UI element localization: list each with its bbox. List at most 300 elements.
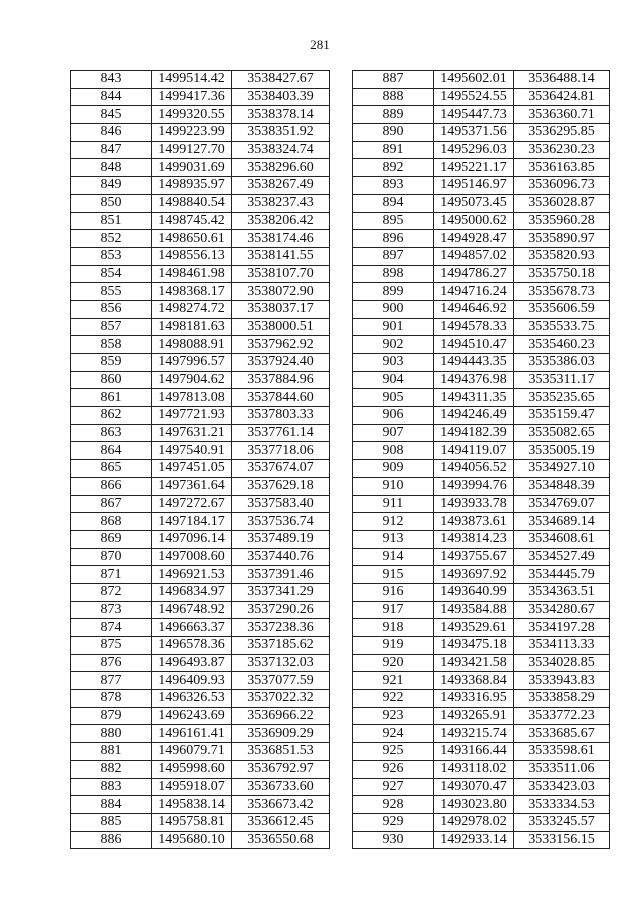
table-row xyxy=(353,654,610,672)
x-coordinate-cell: 1495073.45 xyxy=(434,194,514,212)
point-number-cell: 876 xyxy=(71,654,152,672)
table-row xyxy=(353,725,610,743)
x-coordinate-cell: 1494376.98 xyxy=(434,371,514,389)
table-row xyxy=(353,194,610,212)
table-row xyxy=(71,230,330,248)
table-row xyxy=(353,743,610,761)
point-number-cell: 852 xyxy=(71,230,152,248)
table-row xyxy=(71,760,330,778)
x-coordinate-cell: 1493640.99 xyxy=(434,583,514,601)
point-number-cell: 862 xyxy=(71,407,152,425)
point-number-cell: 893 xyxy=(353,177,434,195)
x-coordinate-cell: 1495221.17 xyxy=(434,159,514,177)
point-number-cell: 902 xyxy=(353,336,434,354)
point-number-cell: 905 xyxy=(353,389,434,407)
x-coordinate-cell: 1497904.62 xyxy=(152,371,232,389)
x-coordinate-cell: 1499127.70 xyxy=(152,141,232,159)
x-coordinate-cell: 1493368.84 xyxy=(434,672,514,690)
y-coordinate-cell: 3537674.07 xyxy=(232,460,330,478)
y-coordinate-cell: 3533511.06 xyxy=(514,760,610,778)
x-coordinate-cell: 1496578.36 xyxy=(152,637,232,655)
point-number-cell: 894 xyxy=(353,194,434,212)
y-coordinate-cell: 3537489.19 xyxy=(232,530,330,548)
y-coordinate-cell: 3538000.51 xyxy=(232,318,330,336)
table-row xyxy=(71,407,330,425)
y-coordinate-cell: 3533156.15 xyxy=(514,831,610,849)
y-coordinate-cell: 3537022.32 xyxy=(232,690,330,708)
point-number-cell: 845 xyxy=(71,106,152,124)
y-coordinate-cell: 3536488.14 xyxy=(514,71,610,89)
coordinates-table-right xyxy=(352,70,610,849)
y-coordinate-cell: 3537132.03 xyxy=(232,654,330,672)
x-coordinate-cell: 1495758.81 xyxy=(152,813,232,831)
x-coordinate-cell: 1496834.97 xyxy=(152,583,232,601)
table-row xyxy=(353,141,610,159)
y-coordinate-cell: 3534848.39 xyxy=(514,477,610,495)
y-coordinate-cell: 3534927.10 xyxy=(514,460,610,478)
y-coordinate-cell: 3537583.40 xyxy=(232,495,330,513)
point-number-cell: 849 xyxy=(71,177,152,195)
x-coordinate-cell: 1493421.58 xyxy=(434,654,514,672)
point-number-cell: 872 xyxy=(71,583,152,601)
x-coordinate-cell: 1497540.91 xyxy=(152,442,232,460)
y-coordinate-cell: 3534197.28 xyxy=(514,619,610,637)
table-row xyxy=(71,336,330,354)
x-coordinate-cell: 1495146.97 xyxy=(434,177,514,195)
table-row xyxy=(71,831,330,849)
table-row xyxy=(71,530,330,548)
table-row xyxy=(71,725,330,743)
point-number-cell: 926 xyxy=(353,760,434,778)
table-row xyxy=(71,265,330,283)
point-number-cell: 929 xyxy=(353,813,434,831)
y-coordinate-cell: 3535159.47 xyxy=(514,407,610,425)
point-number-cell: 885 xyxy=(71,813,152,831)
point-number-cell: 914 xyxy=(353,548,434,566)
table-row xyxy=(353,300,610,318)
table-row xyxy=(353,88,610,106)
x-coordinate-cell: 1496409.93 xyxy=(152,672,232,690)
y-coordinate-cell: 3536424.81 xyxy=(514,88,610,106)
point-number-cell: 919 xyxy=(353,637,434,655)
x-coordinate-cell: 1497096.14 xyxy=(152,530,232,548)
point-number-cell: 887 xyxy=(353,71,434,89)
point-number-cell: 921 xyxy=(353,672,434,690)
point-number-cell: 875 xyxy=(71,637,152,655)
point-number-cell: 855 xyxy=(71,283,152,301)
x-coordinate-cell: 1493166.44 xyxy=(434,743,514,761)
table-row xyxy=(353,71,610,89)
table-row xyxy=(353,442,610,460)
x-coordinate-cell: 1494786.27 xyxy=(434,265,514,283)
table-row xyxy=(71,124,330,142)
table-row xyxy=(353,813,610,831)
x-coordinate-cell: 1495680.10 xyxy=(152,831,232,849)
table-row xyxy=(71,194,330,212)
x-coordinate-cell: 1493584.88 xyxy=(434,601,514,619)
table-row xyxy=(353,672,610,690)
point-number-cell: 850 xyxy=(71,194,152,212)
x-coordinate-cell: 1498840.54 xyxy=(152,194,232,212)
point-number-cell: 874 xyxy=(71,619,152,637)
x-coordinate-cell: 1497184.17 xyxy=(152,513,232,531)
y-coordinate-cell: 3537391.46 xyxy=(232,566,330,584)
point-number-cell: 866 xyxy=(71,477,152,495)
point-number-cell: 901 xyxy=(353,318,434,336)
x-coordinate-cell: 1498181.63 xyxy=(152,318,232,336)
point-number-cell: 918 xyxy=(353,619,434,637)
coordinates-table-left xyxy=(70,70,330,849)
y-coordinate-cell: 3538037.17 xyxy=(232,300,330,318)
point-number-cell: 892 xyxy=(353,159,434,177)
table-row xyxy=(71,300,330,318)
x-coordinate-cell: 1493316.95 xyxy=(434,690,514,708)
point-number-cell: 916 xyxy=(353,583,434,601)
point-number-cell: 881 xyxy=(71,743,152,761)
x-coordinate-cell: 1497008.60 xyxy=(152,548,232,566)
point-number-cell: 930 xyxy=(353,831,434,849)
x-coordinate-cell: 1495602.01 xyxy=(434,71,514,89)
x-coordinate-cell: 1498274.72 xyxy=(152,300,232,318)
y-coordinate-cell: 3534608.61 xyxy=(514,530,610,548)
point-number-cell: 873 xyxy=(71,601,152,619)
point-number-cell: 888 xyxy=(353,88,434,106)
table-row xyxy=(71,513,330,531)
table-row xyxy=(353,354,610,372)
table-row xyxy=(71,159,330,177)
table-row xyxy=(71,71,330,89)
table-row xyxy=(353,530,610,548)
y-coordinate-cell: 3535678.73 xyxy=(514,283,610,301)
y-coordinate-cell: 3538351.92 xyxy=(232,124,330,142)
x-coordinate-cell: 1495447.73 xyxy=(434,106,514,124)
point-number-cell: 843 xyxy=(71,71,152,89)
y-coordinate-cell: 3535960.28 xyxy=(514,212,610,230)
point-number-cell: 895 xyxy=(353,212,434,230)
x-coordinate-cell: 1498088.91 xyxy=(152,336,232,354)
y-coordinate-cell: 3538072.90 xyxy=(232,283,330,301)
point-number-cell: 858 xyxy=(71,336,152,354)
point-number-cell: 906 xyxy=(353,407,434,425)
point-number-cell: 890 xyxy=(353,124,434,142)
point-number-cell: 928 xyxy=(353,796,434,814)
x-coordinate-cell: 1495524.55 xyxy=(434,88,514,106)
table-row xyxy=(353,124,610,142)
y-coordinate-cell: 3538237.43 xyxy=(232,194,330,212)
y-coordinate-cell: 3534113.33 xyxy=(514,637,610,655)
table-row xyxy=(353,371,610,389)
x-coordinate-cell: 1499514.42 xyxy=(152,71,232,89)
x-coordinate-cell: 1493265.91 xyxy=(434,707,514,725)
x-coordinate-cell: 1495000.62 xyxy=(434,212,514,230)
table-row xyxy=(353,424,610,442)
point-number-cell: 925 xyxy=(353,743,434,761)
y-coordinate-cell: 3536733.60 xyxy=(232,778,330,796)
point-number-cell: 879 xyxy=(71,707,152,725)
x-coordinate-cell: 1496243.69 xyxy=(152,707,232,725)
point-number-cell: 907 xyxy=(353,424,434,442)
x-coordinate-cell: 1496079.71 xyxy=(152,743,232,761)
table-row xyxy=(71,672,330,690)
x-coordinate-cell: 1498368.17 xyxy=(152,283,232,301)
y-coordinate-cell: 3538107.70 xyxy=(232,265,330,283)
point-number-cell: 880 xyxy=(71,725,152,743)
y-coordinate-cell: 3535606.59 xyxy=(514,300,610,318)
y-coordinate-cell: 3537924.40 xyxy=(232,354,330,372)
x-coordinate-cell: 1496921.53 xyxy=(152,566,232,584)
point-number-cell: 847 xyxy=(71,141,152,159)
table-row xyxy=(71,318,330,336)
table-row xyxy=(71,566,330,584)
point-number-cell: 923 xyxy=(353,707,434,725)
x-coordinate-cell: 1494246.49 xyxy=(434,407,514,425)
x-coordinate-cell: 1493023.80 xyxy=(434,796,514,814)
y-coordinate-cell: 3534445.79 xyxy=(514,566,610,584)
point-number-cell: 868 xyxy=(71,513,152,531)
y-coordinate-cell: 3537844.60 xyxy=(232,389,330,407)
table-row xyxy=(71,106,330,124)
y-coordinate-cell: 3533423.03 xyxy=(514,778,610,796)
table-row xyxy=(71,460,330,478)
table-row xyxy=(71,707,330,725)
point-number-cell: 844 xyxy=(71,88,152,106)
y-coordinate-cell: 3536028.87 xyxy=(514,194,610,212)
table-row xyxy=(353,407,610,425)
table-row xyxy=(71,424,330,442)
y-coordinate-cell: 3534028.85 xyxy=(514,654,610,672)
point-number-cell: 870 xyxy=(71,548,152,566)
table-row xyxy=(71,212,330,230)
point-number-cell: 897 xyxy=(353,247,434,265)
y-coordinate-cell: 3537962.92 xyxy=(232,336,330,354)
x-coordinate-cell: 1493755.67 xyxy=(434,548,514,566)
x-coordinate-cell: 1494510.47 xyxy=(434,336,514,354)
y-coordinate-cell: 3535820.93 xyxy=(514,247,610,265)
point-number-cell: 911 xyxy=(353,495,434,513)
y-coordinate-cell: 3537238.36 xyxy=(232,619,330,637)
y-coordinate-cell: 3534363.51 xyxy=(514,583,610,601)
y-coordinate-cell: 3538206.42 xyxy=(232,212,330,230)
point-number-cell: 853 xyxy=(71,247,152,265)
point-number-cell: 856 xyxy=(71,300,152,318)
x-coordinate-cell: 1494857.02 xyxy=(434,247,514,265)
y-coordinate-cell: 3537440.76 xyxy=(232,548,330,566)
page-number: 281 xyxy=(310,37,330,52)
y-coordinate-cell: 3536096.73 xyxy=(514,177,610,195)
y-coordinate-cell: 3536966.22 xyxy=(232,707,330,725)
table-row xyxy=(71,690,330,708)
table-row xyxy=(71,637,330,655)
y-coordinate-cell: 3533943.83 xyxy=(514,672,610,690)
y-coordinate-cell: 3535460.23 xyxy=(514,336,610,354)
table-row xyxy=(71,354,330,372)
table-row xyxy=(71,778,330,796)
x-coordinate-cell: 1494119.07 xyxy=(434,442,514,460)
y-coordinate-cell: 3536163.85 xyxy=(514,159,610,177)
table-row xyxy=(353,778,610,796)
point-number-cell: 869 xyxy=(71,530,152,548)
y-coordinate-cell: 3537884.96 xyxy=(232,371,330,389)
table-row xyxy=(353,460,610,478)
point-number-cell: 898 xyxy=(353,265,434,283)
x-coordinate-cell: 1497813.08 xyxy=(152,389,232,407)
y-coordinate-cell: 3537290.26 xyxy=(232,601,330,619)
x-coordinate-cell: 1497272.67 xyxy=(152,495,232,513)
x-coordinate-cell: 1492978.02 xyxy=(434,813,514,831)
y-coordinate-cell: 3535311.17 xyxy=(514,371,610,389)
y-coordinate-cell: 3538141.55 xyxy=(232,247,330,265)
point-number-cell: 883 xyxy=(71,778,152,796)
y-coordinate-cell: 3533334.53 xyxy=(514,796,610,814)
y-coordinate-cell: 3536792.97 xyxy=(232,760,330,778)
y-coordinate-cell: 3535533.75 xyxy=(514,318,610,336)
table-row xyxy=(353,283,610,301)
table-row xyxy=(353,796,610,814)
y-coordinate-cell: 3536295.85 xyxy=(514,124,610,142)
x-coordinate-cell: 1493070.47 xyxy=(434,778,514,796)
y-coordinate-cell: 3534689.14 xyxy=(514,513,610,531)
point-number-cell: 848 xyxy=(71,159,152,177)
point-number-cell: 899 xyxy=(353,283,434,301)
x-coordinate-cell: 1497451.05 xyxy=(152,460,232,478)
y-coordinate-cell: 3537718.06 xyxy=(232,442,330,460)
y-coordinate-cell: 3535082.65 xyxy=(514,424,610,442)
table-row xyxy=(353,601,610,619)
point-number-cell: 865 xyxy=(71,460,152,478)
y-coordinate-cell: 3538427.67 xyxy=(232,71,330,89)
y-coordinate-cell: 3538174.46 xyxy=(232,230,330,248)
x-coordinate-cell: 1498935.97 xyxy=(152,177,232,195)
x-coordinate-cell: 1493697.92 xyxy=(434,566,514,584)
point-number-cell: 908 xyxy=(353,442,434,460)
x-coordinate-cell: 1494182.39 xyxy=(434,424,514,442)
table-row xyxy=(353,336,610,354)
point-number-cell: 920 xyxy=(353,654,434,672)
table-row xyxy=(71,619,330,637)
point-number-cell: 891 xyxy=(353,141,434,159)
table-row xyxy=(353,690,610,708)
x-coordinate-cell: 1498745.42 xyxy=(152,212,232,230)
y-coordinate-cell: 3536851.53 xyxy=(232,743,330,761)
table-row xyxy=(71,796,330,814)
point-number-cell: 924 xyxy=(353,725,434,743)
x-coordinate-cell: 1493475.18 xyxy=(434,637,514,655)
x-coordinate-cell: 1493873.61 xyxy=(434,513,514,531)
table-row xyxy=(353,760,610,778)
point-number-cell: 909 xyxy=(353,460,434,478)
y-coordinate-cell: 3537761.14 xyxy=(232,424,330,442)
table-row xyxy=(71,442,330,460)
y-coordinate-cell: 3537077.59 xyxy=(232,672,330,690)
point-number-cell: 877 xyxy=(71,672,152,690)
y-coordinate-cell: 3535235.65 xyxy=(514,389,610,407)
table-row xyxy=(353,637,610,655)
y-coordinate-cell: 3538378.14 xyxy=(232,106,330,124)
y-coordinate-cell: 3533772.23 xyxy=(514,707,610,725)
table-row xyxy=(71,247,330,265)
y-coordinate-cell: 3537629.18 xyxy=(232,477,330,495)
x-coordinate-cell: 1494056.52 xyxy=(434,460,514,478)
point-number-cell: 910 xyxy=(353,477,434,495)
y-coordinate-cell: 3538296.60 xyxy=(232,159,330,177)
x-coordinate-cell: 1498556.13 xyxy=(152,247,232,265)
point-number-cell: 854 xyxy=(71,265,152,283)
y-coordinate-cell: 3534769.07 xyxy=(514,495,610,513)
point-number-cell: 904 xyxy=(353,371,434,389)
point-number-cell: 859 xyxy=(71,354,152,372)
x-coordinate-cell: 1496326.53 xyxy=(152,690,232,708)
y-coordinate-cell: 3534527.49 xyxy=(514,548,610,566)
y-coordinate-cell: 3538403.39 xyxy=(232,88,330,106)
point-number-cell: 851 xyxy=(71,212,152,230)
y-coordinate-cell: 3534280.67 xyxy=(514,601,610,619)
table-row xyxy=(353,619,610,637)
y-coordinate-cell: 3536612.45 xyxy=(232,813,330,831)
x-coordinate-cell: 1497361.64 xyxy=(152,477,232,495)
point-number-cell: 878 xyxy=(71,690,152,708)
y-coordinate-cell: 3538324.74 xyxy=(232,141,330,159)
table-row xyxy=(353,318,610,336)
x-coordinate-cell: 1492933.14 xyxy=(434,831,514,849)
point-number-cell: 860 xyxy=(71,371,152,389)
x-coordinate-cell: 1496663.37 xyxy=(152,619,232,637)
x-coordinate-cell: 1496161.41 xyxy=(152,725,232,743)
point-number-cell: 864 xyxy=(71,442,152,460)
table-row xyxy=(353,495,610,513)
point-number-cell: 922 xyxy=(353,690,434,708)
point-number-cell: 882 xyxy=(71,760,152,778)
point-number-cell: 903 xyxy=(353,354,434,372)
table-row xyxy=(353,177,610,195)
table-row xyxy=(71,813,330,831)
y-coordinate-cell: 3536673.42 xyxy=(232,796,330,814)
point-number-cell: 896 xyxy=(353,230,434,248)
y-coordinate-cell: 3537536.74 xyxy=(232,513,330,531)
table-row xyxy=(71,389,330,407)
y-coordinate-cell: 3536230.23 xyxy=(514,141,610,159)
x-coordinate-cell: 1494578.33 xyxy=(434,318,514,336)
x-coordinate-cell: 1493215.74 xyxy=(434,725,514,743)
table-row xyxy=(353,389,610,407)
x-coordinate-cell: 1493118.02 xyxy=(434,760,514,778)
x-coordinate-cell: 1499417.36 xyxy=(152,88,232,106)
point-number-cell: 857 xyxy=(71,318,152,336)
y-coordinate-cell: 3535750.18 xyxy=(514,265,610,283)
x-coordinate-cell: 1497721.93 xyxy=(152,407,232,425)
table-row xyxy=(71,141,330,159)
y-coordinate-cell: 3535005.19 xyxy=(514,442,610,460)
x-coordinate-cell: 1494928.47 xyxy=(434,230,514,248)
table-row xyxy=(71,283,330,301)
point-number-cell: 884 xyxy=(71,796,152,814)
table-row xyxy=(353,583,610,601)
point-number-cell: 913 xyxy=(353,530,434,548)
y-coordinate-cell: 3533685.67 xyxy=(514,725,610,743)
y-coordinate-cell: 3536360.71 xyxy=(514,106,610,124)
table-row xyxy=(71,548,330,566)
table-row xyxy=(71,177,330,195)
table-row xyxy=(71,371,330,389)
y-coordinate-cell: 3538267.49 xyxy=(232,177,330,195)
point-number-cell: 863 xyxy=(71,424,152,442)
table-row xyxy=(71,654,330,672)
table-row xyxy=(353,548,610,566)
x-coordinate-cell: 1498650.61 xyxy=(152,230,232,248)
x-coordinate-cell: 1493814.23 xyxy=(434,530,514,548)
y-coordinate-cell: 3536550.68 xyxy=(232,831,330,849)
table-row xyxy=(71,477,330,495)
table-row xyxy=(71,88,330,106)
